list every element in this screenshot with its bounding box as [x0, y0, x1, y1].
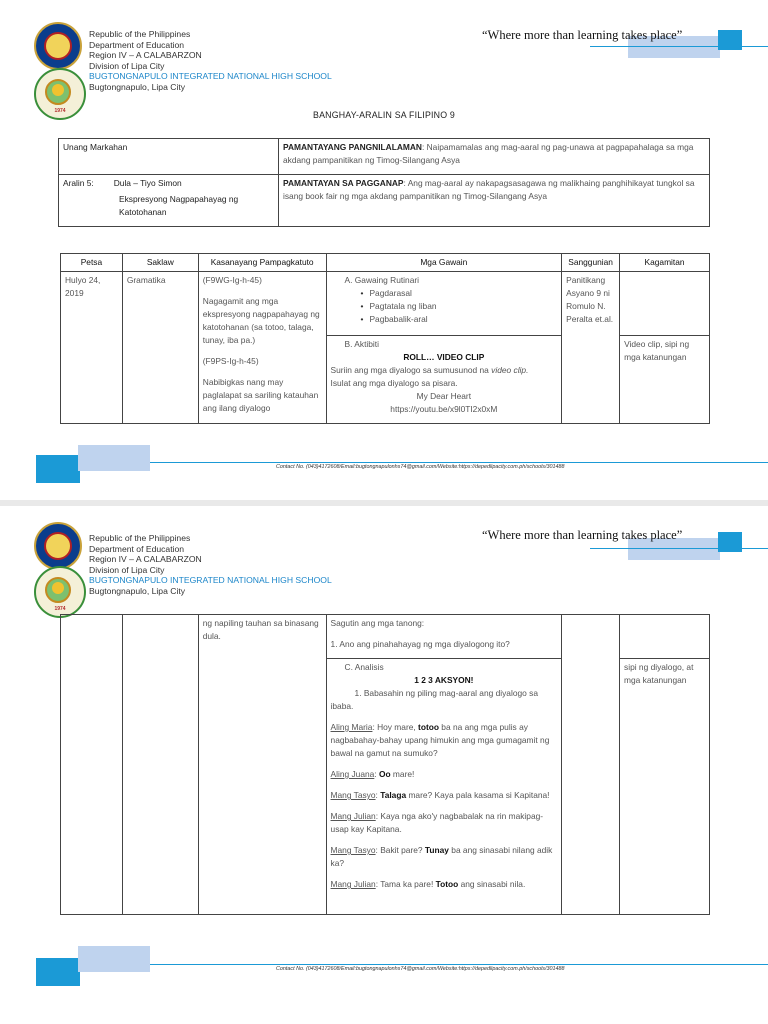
- lipa-city-seal-icon: 1974: [34, 566, 86, 618]
- deped-seal-icon: [34, 22, 82, 70]
- scope-cell: Gramatika: [122, 272, 198, 424]
- school-address: Bugtongnapulo, Lipa City: [89, 81, 186, 92]
- document-title: BANGHAY-ARALIN SA FILIPINO 9: [313, 110, 455, 120]
- lesson-plan-table: [60, 253, 710, 424]
- document-page-1: [0, 0, 768, 500]
- lipa-city-seal-icon: 1974: [34, 68, 86, 120]
- motto-decoration-accent: [718, 30, 742, 50]
- competency-cell: ng napiling tauhan sa binasang dula.: [198, 615, 326, 915]
- table-row: [61, 615, 710, 659]
- motto-underline: [590, 46, 768, 47]
- dialogue-line: Mang Julian: Tama ka pare! Totoo ang sinasabi nila.: [330, 879, 526, 889]
- questions-cell: Sagutin ang mga tanong: 1. Ano ang pinahahayag ng mga diyalogong ito?: [326, 615, 562, 659]
- footer-decoration-accent: [36, 958, 80, 986]
- lesson-plan-table-continued: [60, 614, 710, 915]
- performance-standard-cell: PAMANTAYAN SA PAGGANAP: Ang mag-aaral ay nakapagsasagawa ng malikhaing panghihikayat tungkol sa isang book fair ng mga akdang pampanitikan ng Timog-Silangang Asya: [279, 175, 710, 227]
- dialogue-line: Mang Julian: Kaya nga ako'y nagbabalak na rin makipag-usap kay Kapitana.: [330, 811, 544, 834]
- list-item: • Pagtatala ng liban: [373, 300, 558, 313]
- list-item: • Pagdarasal: [373, 287, 558, 300]
- reference-cell: Panitikang Asyano 9 ni Romulo N. Peralta et.al.: [562, 272, 620, 424]
- footer-line: [150, 462, 768, 463]
- list-item: • Pagbabalik-aral: [373, 313, 558, 326]
- agency-header: Republic of the Philippines Department of Education Region IV – A CALABARZON Division of Lipa City BUGTONGNAPULO INTEGRATED NATIONAL HIGH SCHOOL Bugtongnapulo, Lipa City: [89, 533, 332, 596]
- agency-header: Republic of the Philippines Department of Education Region IV – A CALABARZON Division of Lipa City BUGTONGNAPULO INTEGRATED NATIONAL HIGH SCHOOL Bugtongnapulo, Lipa City: [89, 29, 332, 92]
- dialogue-line: Aling Juana: Oo mare!: [330, 769, 415, 779]
- date-cell: Hulyo 24, 2019: [61, 272, 123, 424]
- quarter-cell: Unang Markahan: [59, 139, 279, 175]
- school-motto: “Where more than learning takes place”: [482, 528, 683, 542]
- school-name: BUGTONGNAPULO INTEGRATED NATIONAL HIGH SCHOOL: [89, 71, 332, 81]
- table-header-row: Petsa Saklaw Kasanayang Pampagkatuto Mga Gawain Sanggunian Kagamitan: [61, 254, 710, 272]
- dialogue-line: Mang Tasyo: Bakit pare? Tunay ba ang sinasabi nilang adik ka?: [330, 845, 553, 868]
- school-address: Bugtongnapulo, Lipa City: [89, 585, 186, 596]
- routine-list: [369, 287, 558, 326]
- document-page-2: [0, 506, 768, 1024]
- content-standard-cell: PAMANTAYANG PANGNILALAMAN: Naipamamalas ang mag-aaral ng pag-unawa at pagpapahalaga sa mga akdang pampanitikan ng Timog-Silangang Asya: [279, 139, 710, 175]
- activity-a-cell: A. Gawaing Rutinari • Pagdarasal • Pagtatala ng liban • Pagbabalik-aral: [326, 272, 562, 336]
- motto-decoration-accent: [718, 532, 742, 552]
- deped-seal-icon: [34, 522, 82, 570]
- footer-decoration: [78, 445, 150, 471]
- materials-cell: Video clip, sipi ng mga katanungan: [620, 336, 710, 424]
- analysis-cell: C. Analisis 1 2 3 AKSYON! 1. Babasahin ng piling mag-aaral ang diyalogo sa ibaba. Aling Maria: Hoy mare, totoo ba na ang mga pulis ay nagbabahay-bahay upang himukin ang mga gumagamit ng bawal na gamut na sumuko? Aling Juana: Oo mare! Mang Tasyo: Talaga mare? Kaya pala kasama si Kapitana! Mang Julian: Kaya nga ako'y nagbabalak na rin makipag-usap kay Kapitana. Mang Tasyo: Bakit pare? Tunay ba ang sinasabi nilang adik ka? Mang Julian: Tama ka pare! Totoo ang sinasabi nila.: [326, 659, 562, 915]
- motto-underline: [590, 548, 768, 549]
- dialogue-line: Mang Tasyo: Talaga mare? Kaya pala kasama si Kapitana!: [330, 790, 550, 800]
- competency-cell: (F9WG-Ig-h-45) Nagagamit ang mga ekspresyong nagpapahayag ng katotohanan (sa totoo, talaga, tunay, iba pa.) (F9PS-Ig-h-45) Nabibigkas nang may paglalapat sa sariling katauhan ang ilang diyalogo: [198, 272, 326, 424]
- table-row: [61, 272, 710, 336]
- video-link[interactable]: https://youtu.be/x9l0TI2x0xM: [390, 404, 498, 414]
- school-motto: “Where more than learning takes place”: [482, 28, 683, 42]
- lesson-cell: Aralin 5: Dula – Tiyo Simon Ekspresyong Nagpapahayag ng Katotohanan: [59, 175, 279, 227]
- materials-cell: sipi ng diyalogo, at mga katanungan: [620, 659, 710, 915]
- footer-line: [150, 964, 768, 965]
- materials-empty-cell: [620, 272, 710, 336]
- footer-contact: Contact No. (043)4172608/Email:bugtongnapulonhs74@gmail.com/Website:https://depedlipacity.com.ph/schools/301488: [276, 966, 565, 972]
- footer-contact: Contact No. (043)4172608/Email:bugtongnapulonhs74@gmail.com/Website:https://depedlipacity.com.ph/schools/301488: [276, 464, 565, 470]
- curriculum-info-table: [58, 138, 710, 227]
- school-name: BUGTONGNAPULO INTEGRATED NATIONAL HIGH SCHOOL: [89, 575, 332, 585]
- footer-decoration: [78, 946, 150, 972]
- footer-decoration-accent: [36, 455, 80, 483]
- activity-b-cell: B. Aktibiti ROLL… VIDEO CLIP Suriin ang mga diyalogo sa sumusunod na video clip. Isulat ang mga diyalogo sa pisara. My Dear Heart https://youtu.be/x9l0TI2x0xM: [326, 336, 562, 424]
- dialogue-line: Aling Maria: Hoy mare, totoo ba na ang mga pulis ay nagbabahay-bahay upang himukin ang mga gumagamit ng bawal na gamut na sumuko?: [330, 722, 550, 758]
